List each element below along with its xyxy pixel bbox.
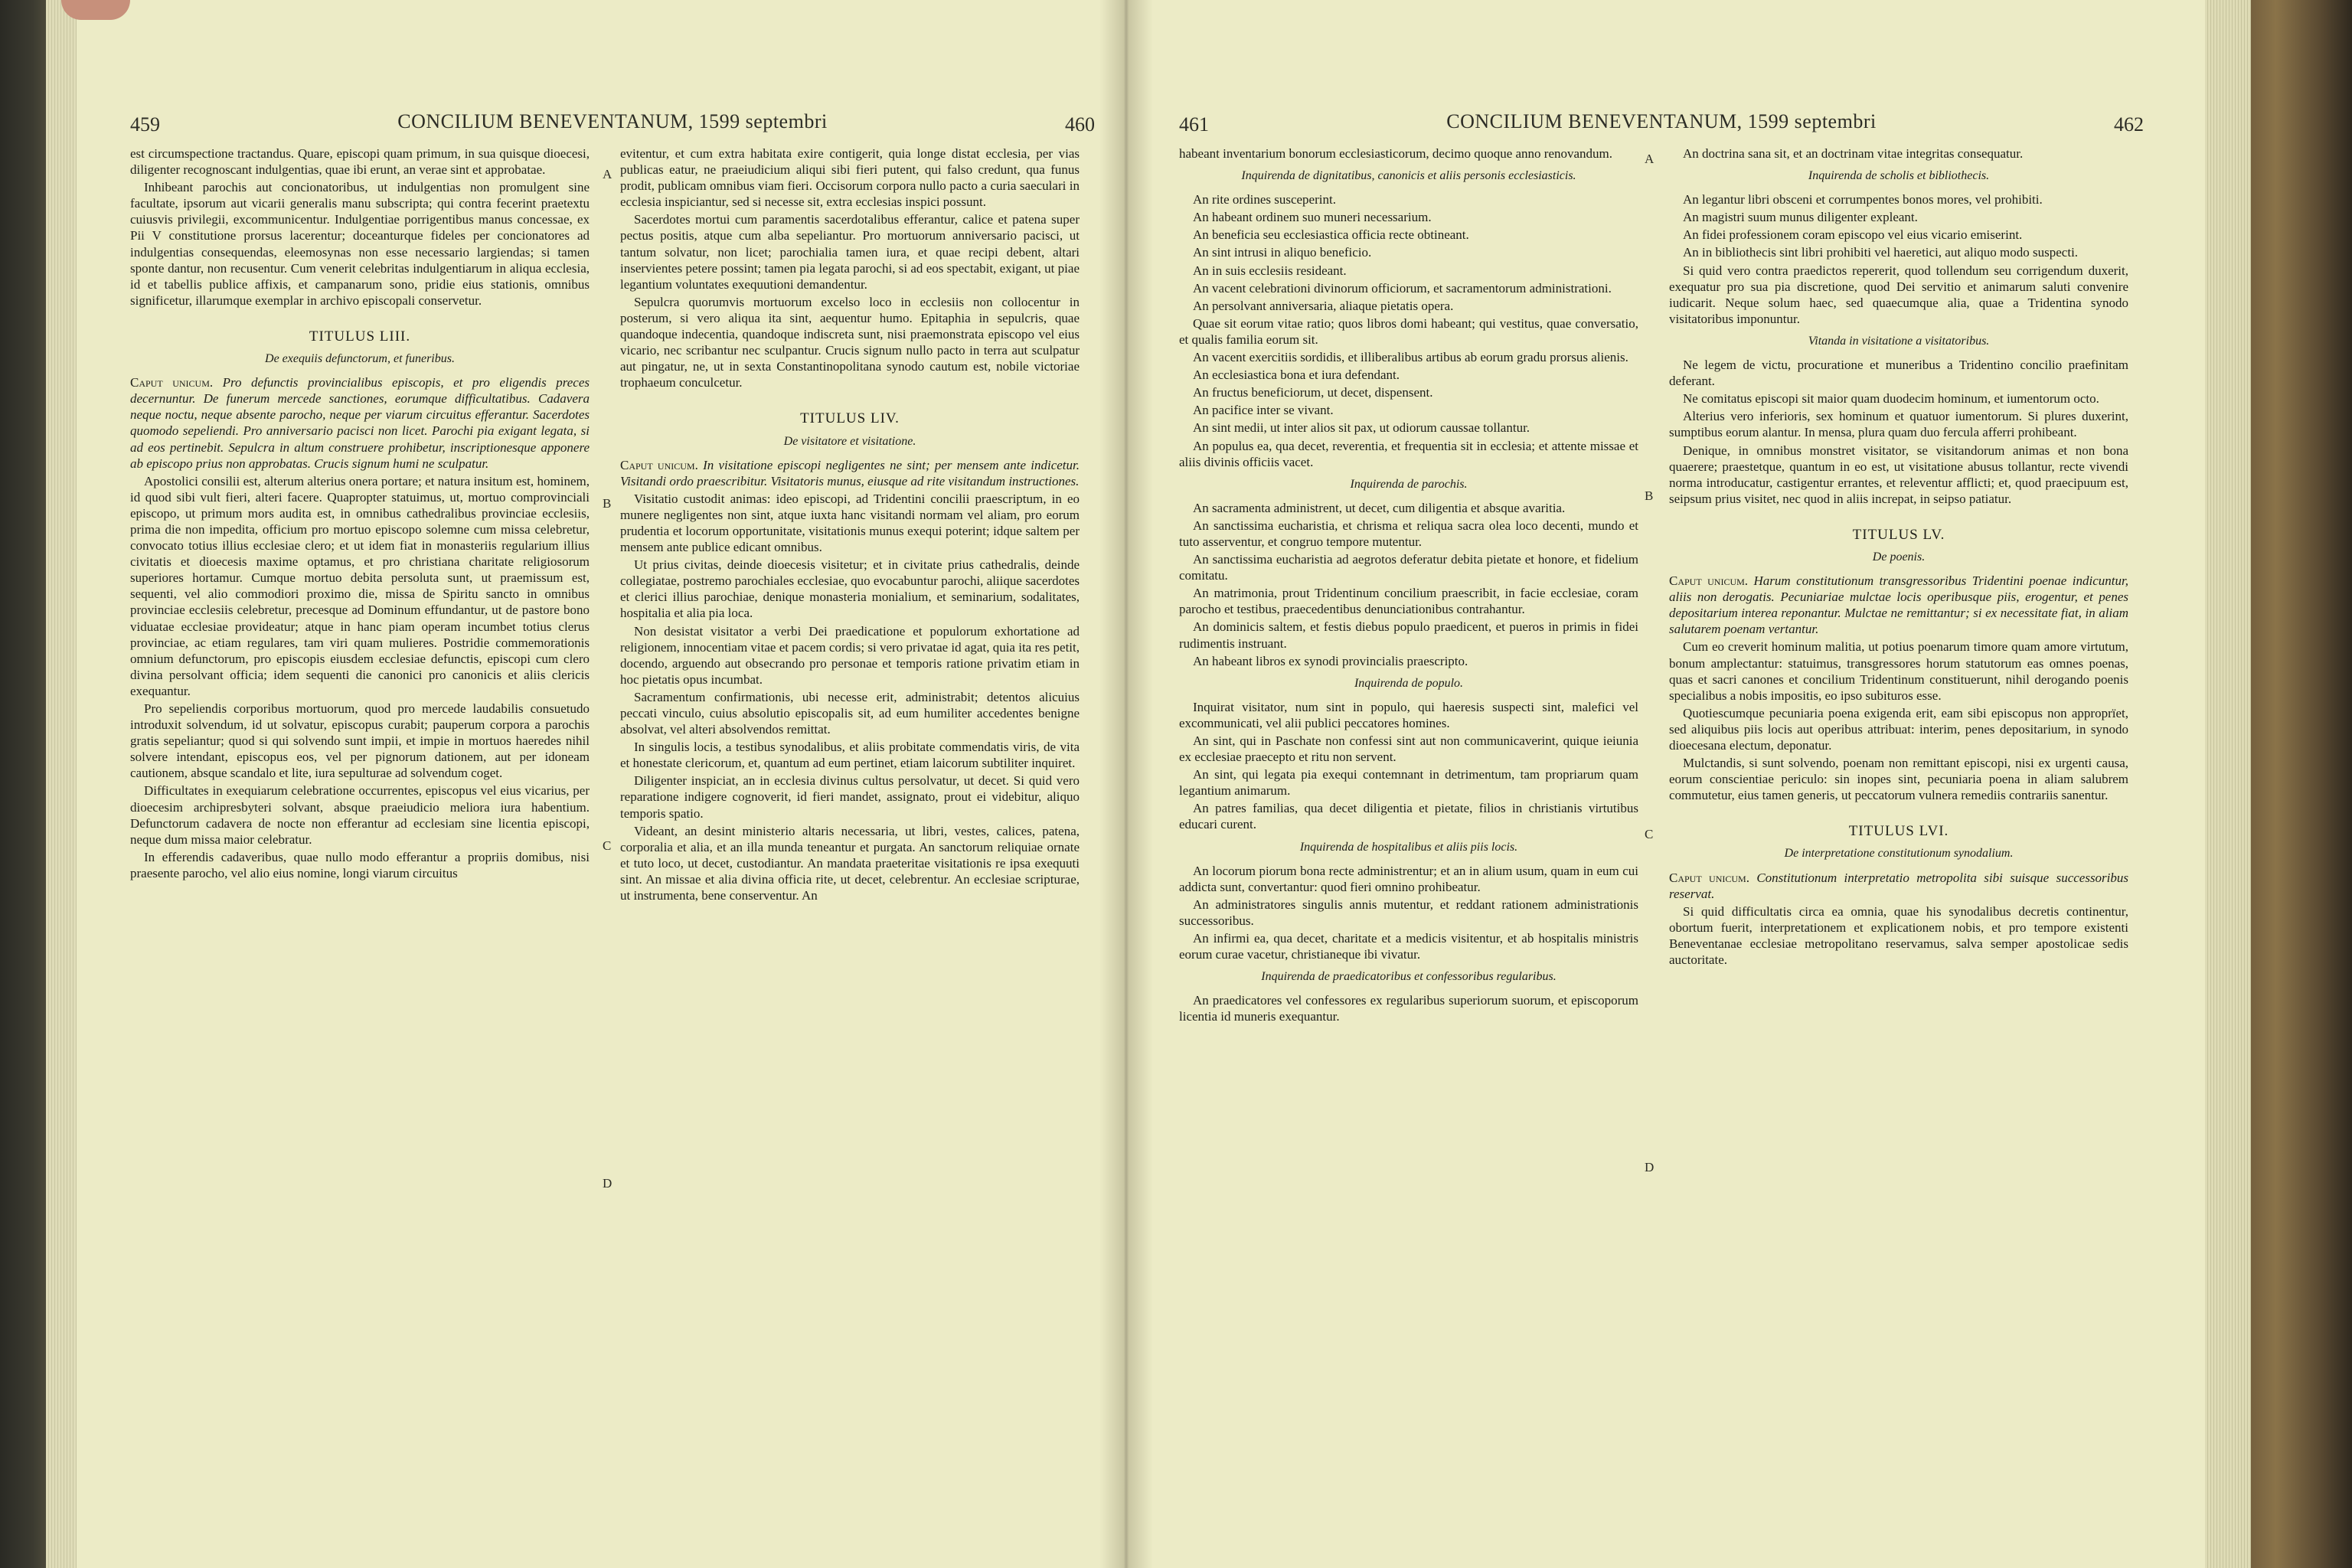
paragraph: An habeant ordinem suo muneri necessarium. (1193, 210, 1432, 225)
paragraph: An sanctissima eucharistia, et chrisma et reliqua sacra olea loco decenti, mundo et tuto asserventur, et congruo tempore mutentur. (1179, 518, 1638, 549)
margin-letter: D (603, 1176, 612, 1191)
paragraph: Cum eo creverit hominum malitia, ut potius poenarum timore quam amore virtutum, bonum amplectantur: statuimus, transgressores horum statutorum eas omnes poenas, quas et sacri canones et concilium Tridentinum constituerunt, nihil derogando poenis specialibus a nobis impositis, eo ipso subituros esse. (1669, 639, 2128, 703)
section-heading: Inquirenda de praedicatoribus et confessoribus regularibus. (1261, 970, 1557, 984)
caput-label: Caput unicum. (1669, 573, 1749, 589)
paragraph: An sanctissima eucharistia ad aegrotos deferatur debita pietate et honore, et fidelium comitatu. (1179, 552, 1638, 583)
section-heading: Inquirenda de parochis. (1350, 477, 1468, 491)
section-heading: Inquirenda de populo. (1354, 676, 1464, 690)
open-book (46, 0, 2251, 1568)
paragraph: Diligenter inspiciat, an in ecclesia divinus cultus persolvatur, ut decet. Si quid vero reparatione indigere cognoverit, id fieri mandet, assignato, prout ei videbitur, aliquo temporis spatio. (620, 773, 1080, 821)
paragraph: Sacerdotes mortui cum paramentis sacerdotalibus efferantur, calice et patena super pectus positis, atque cum alba sepeliantur. Pro mortuorum anniversario pacisci, ut tantum solvatur, non licet; parochialia tamen iura, et quae recipi debent, altari inservientes petere possint; tamen pia legata parochi, si ad eos spectabit, exigant, ut piae legantium voluntates exequutioni demandentur. (620, 212, 1080, 292)
paragraph: An fructus beneficiorum, ut decet, dispensent. (1193, 385, 1433, 400)
caput-label: Caput unicum. (130, 375, 214, 390)
paragraph: Sepulcra quorumvis mortuorum excelso loco in ecclesiis non collocentur in posterum, si vero aliqua ita sint, aequentur humo. Epitaphia in sepulcris, quae quandoque indecentia, quandoque indiscreta sunt, nisi praemonstrata episcopo vel eius vicario, nec scribantur nec sculpantur. Crucis signum nullo pacto in terra aut sculpatur aut pingatur, ne, ut in sexta Constantinopolitana synodo cautum est, nobile victoriae trophaeum conculcetur. (620, 294, 1080, 390)
section-heading: Inquirenda de hospitalibus et aliis piis locis. (1299, 840, 1518, 854)
paragraph: Mulctandis, si sunt solvendo, poenam non remittant episcopi, nisi ex urgenti causa, eorum conscientiae periculo: sin inopes sint, pecuniaria poena in aliam salubrem commutetur, eius tamen generis, ut peccatorum vulnera remediis contrariis sanentur. (1669, 756, 2128, 803)
paragraph: An beneficia seu ecclesiastica officia recte obtineant. (1193, 227, 1469, 243)
paragraph: An sacramenta administrent, ut decet, cum diligentia et absque avaritia. (1193, 500, 1566, 515)
section-heading: Inquirenda de scholis et bibliothecis. (1808, 169, 1990, 183)
paragraph: An ecclesiastica bona et iura defendant. (1193, 368, 1400, 383)
running-title: CONCILIUM BENEVENTANUM, 1599 septembri (1446, 110, 1877, 132)
paragraph: An sint medii, ut inter alios sit pax, ut odiorum caussae tollantur. (1193, 420, 1530, 436)
book-gutter (1099, 0, 1153, 1568)
paragraph: An sint, qui in Paschate non confessi sint aut non communicaverint, quique ieiunia ex ecclesiae praecepto et ritu non servent. (1179, 733, 1638, 765)
titulus-subtitle: De interpretatione constitutionum synodalium. (1784, 847, 2014, 861)
margin-letter: D (1645, 1160, 1655, 1174)
paragraph: Difficultates in exequiarum celebratione occurrentes, episcopus vel eius vicarius, per dioecesim archipresbyteri solvant, absque praeiudicio meliora iura habentium. Defunctorum cadavera de nocte non efferantur ad ecclesiam sine licentia episcopi, neque dum missa maior celebratur. (130, 783, 590, 847)
paragraph: Ne legem de victu, procuratione et muneribus a Tridentino concilio praefinitam deferant. (1669, 358, 2128, 389)
paragraph: An sint, qui legata pia exequi contemnant in detrimentum, tam propriarum quam legantium animarum. (1179, 767, 1638, 799)
paragraph: Pro sepeliendis corporibus mortuorum, quod pro mercede laudabilis consuetudo introduxit solvendum, id ut solvatur, episcopus curabit; pauperum corpora a parochis gratis sepeliantur; quod si qui solvendo sunt impii, et impie in mortuos haeredes nihil solvere intendant, episcopus eos, vel per pignorum dationem, aut per idoneam cautionem, absque scandalo et lite, iura sepulturae ad solvendum coget. (130, 701, 590, 781)
margin-letter: B (603, 496, 612, 511)
paragraph: An rite ordines susceperint. (1193, 192, 1336, 207)
paragraph: Visitatio custodit animas: ideo episcopi, ad Tridentini concilii praescriptum, in eo munere negligentes non sint, atque iuxta hanc visitandi normam vel aliam, pro eorum prudentia et locorum opportunitate, visitationis munus exequi poterint; idque saltem per mensem ante publice edicant omnibus. (620, 491, 1080, 555)
page-number: 459 (130, 113, 160, 136)
paragraph: An sint intrusi in aliquo beneficio. (1193, 245, 1372, 260)
paragraph: evitentur, et cum extra habitata exire contigerit, quia longe distat ecclesia, per vias publicas eatur, ne praeiudicium aliqui sibi fieri putent, qui falso credunt, qua funus prodit, publicam omnibus viam fieri. Occisorum corpora nullo pacto a curia saeculari in ecclesia inspiciantur, sed si necesse sit, extra ecclesias inspici possunt. (620, 146, 1080, 210)
paragraph: Apostolici consilii est, alterum alterius onera portare; et natura insitum est, hominem, id quod sibi vult fieri, alteri facere. Quapropter statuimus, ut, mortuo comprovinciali episcopo, ut primum mors audita est, in omnibus cathedralibus provinciae ecclesiis, prima die non impedita, officium pro mortuo episcopo solemne cum missa celebretur, convocato totius illius ecclesiae clero; et ut idem fiat in monasteriis regularium illius civitatis et dioecesis maxime optamus, et pro christiana charitate religiosorum superiores hortamur. Cumque mortuo debita persoluta sunt, ut praemissum est, sequenti, vel alio commodiori proximo die, missa de Spiritu sancto in omnibus provinciae ecclesiis celebretur, precesque ad Dominum effundantur, ut de pastore bono viduatae ecclesiae provideatur; atque in hanc piam operam incumbet totius clerus provinciae, ac etiam regulares, tam viri quam mulieres. Postridie commemorationis omnium defunctorum, pro episcopis eiusdem ecclesiae defunctis, episcopi cum clero divina persolvant officia; idem sequenti die canonici pro canonicis et aliis clericis exequantur. (130, 473, 590, 698)
titulus-subtitle: De poenis. (1872, 550, 1926, 564)
paragraph: Quotiescumque pecuniaria poena exigenda erit, eam sibi episcopus non approprïet, sed aliquibus piis locis aut operibus attribuat: interim, penes depositarium, in synodo dioecesana electum, deponatur. (1669, 705, 2128, 753)
right-page-column-1 (1179, 145, 1638, 1027)
paragraph: An dominicis saltem, et festis diebus populo praedicent, et pueros in primis in fidei rudimentis instruant. (1179, 619, 1638, 651)
margin-letter: A (603, 167, 612, 181)
paragraph: Quae sit eorum vitae ratio; quos libros domi habeant; qui vestitus, quae conversatio, et qualis familia eorum sit. (1179, 315, 1638, 347)
caput-text: Harum constitutionum transgressoribus Tridentini poenae indicuntur, aliis non derogatis. Pecuniariae mulctae locis operibusque piis, erogentur, et penes depositarium interea reponantur. Mulctae ne remittantur; si ex necessitate fiat, in aliam salutarem poenam vertantur. (1669, 573, 2128, 637)
paragraph: An persolvant anniversaria, aliaque pietatis opera. (1193, 298, 1454, 313)
caput-label: Caput unicum. (1669, 870, 1749, 885)
paragraph: An infirmi ea, qua decet, charitate et a medicis visitentur, et ab hospitalis ministris eorum curae vacetur, christianeque ibi vivatur. (1179, 931, 1638, 962)
thumb (61, 0, 130, 20)
paragraph: An in bibliothecis sint libri prohibiti vel haeretici, aut aliquo modo suspecti. (1683, 245, 2079, 260)
titulus-heading: TITULUS LV. (1852, 526, 1945, 543)
paragraph: An doctrina sana sit, et an doctrinam vitae integritas consequatur. (1683, 146, 2024, 161)
page-edges-right (2205, 0, 2251, 1568)
paragraph: Sacramentum confirmationis, ubi necesse erit, administrabit; detentos alicuius peccati vinculo, cuius absolutio episcopalis sit, ad eum humiliter accedentes benigne absolvat, vel alteri absolvendos remittat. (620, 689, 1080, 737)
running-header-right (1179, 106, 2144, 141)
caput-summary (620, 457, 1080, 489)
running-title: CONCILIUM BENEVENTANUM, 1599 septembri (397, 110, 828, 132)
paragraph: In efferendis cadaveribus, quae nullo modo efferantur a propriis domibus, nisi praesente parocho, vel alio eius nomine, longi viarum circuitus (130, 849, 590, 880)
caput-text: In visitatione episcopi negligentes ne sint; per mensem ante indicetur. Visitandi ordo praescribitur. Visitatoris munus, eiusque ad rite visitandum instructiones. (620, 457, 1080, 488)
titulus-subtitle: De exequiis defunctorum, et funeribus. (265, 352, 455, 366)
paragraph: An administratores singulis annis mutentur, et reddant rationem administrationis successoribus. (1179, 897, 1638, 928)
paragraph: est circumspectione tractandus. Quare, episcopi quam primum, in sua quisque dioecesi, diligenter recognoscant indulgentias, quae ibi erunt, an verae sint et approbatae. (130, 146, 590, 178)
paragraph: An legantur libri obsceni et corrumpentes bonos mores, vel prohibiti. (1683, 192, 2043, 207)
paragraph: Si quid difficultatis circa ea omnia, quae his synodalibus decretis continentur, obortum fuerit, interpretationem et explicationem nobis, et pro tempore existenti Beneventanae ecclesiae metropolitano reservamus, salva semper apostolicae sedis auctoritate. (1669, 903, 2128, 968)
paragraph: In singulis locis, a testibus synodalibus, et aliis probitate commendatis viris, de vita et honestate clericorum, et, quantum ad eum pertinet, etiam laicorum subtiliter inquiret. (620, 740, 1080, 771)
paragraph: An patres familias, qua decet diligentia et pietate, filios in christianis virtutibus educari curent. (1179, 801, 1638, 832)
left-page-column-2 (620, 145, 1080, 905)
margin-letter: C (1645, 827, 1654, 841)
paragraph: An in suis ecclesiis resideant. (1193, 263, 1347, 278)
left-page-column-1 (130, 145, 590, 883)
paragraph: Ne comitatus episcopi sit maior quam duodecim hominum, et iumentorum octo. (1683, 391, 2099, 407)
paragraph: An vacent exercitiis sordidis, et illiberalibus artibus ab eorum gradu prorsus alienis. (1193, 350, 1628, 365)
paragraph: Alterius vero inferioris, sex hominum et quatuor iumentorum. Si plures duxerint, sumptibus eorum alantur. In mensa, plura quam duo fercula afferri prohibeant. (1669, 409, 2128, 440)
paragraph: Inhibeant parochis aut concionatoribus, ut indulgentias non promulgent sine facultate, ipsorum aut vicarii generalis manu subscripta; qui contra fecerint praetextu cuiusvis privilegii, excommunicentur. Indulgentiae porrigentibus manus concessae, ex Pii V constitutione prorsus lacerentur; doceanturque fideles per concionatores ad indulgentias consequendas, eleemosynas non esse necessario largiendas; si tamen sponte dantur, non recusentur. Cum venerit celebritas indulgentiarum in aliqua ecclesia, id et tabellis publice affixis, et campanarum sono, pridie eius stationis, omnibus significetur, illarumque exemplar in archivo episcopali conservetur. (130, 180, 590, 308)
paragraph: Denique, in omnibus monstret visitator, se visitandorum animas et non bona quaerere; praestetque, quantum in eo est, ut visitatione abusus tollantur, recte vivendi norma introducatur, castigentur errantes, et releventur afflicti; et, quod praecipuum est, seipsum prius visitet, nec quod in aliis increpat, in seipso patiatur. (1669, 443, 2128, 506)
paragraph: An vacent celebrationi divinorum officiorum, et sacramentorum administrationi. (1193, 280, 1612, 296)
right-page (1179, 0, 2144, 1568)
paragraph: An locorum piorum bona recte administrentur; et an in alium usum, quam in eum cui addicta sunt, convertantur: quod fieri omnino prohibeatur. (1179, 863, 1638, 894)
book-cover-edge (2243, 0, 2352, 1568)
caput-summary (1669, 870, 2128, 902)
paragraph: An pacifice inter se vivant. (1193, 403, 1334, 418)
page-number: 461 (1179, 113, 1209, 136)
paragraph: An fidei professionem coram episcopo vel eius vicario emiserint. (1683, 227, 2023, 243)
titulus-subtitle: De visitatore et visitatione. (783, 434, 916, 448)
caput-text: Constitutionum interpretatio metropolita sibi suisque successoribus reservat. (1669, 870, 2129, 901)
paragraph: An praedicatores vel confessores ex regularibus superiorum suorum, et episcoporum licentia id muneris exequantur. (1179, 993, 1638, 1024)
page-number: 460 (1065, 113, 1095, 136)
page-number: 462 (2114, 113, 2144, 136)
caput-summary (130, 374, 590, 472)
section-heading: Vitanda in visitatione a visitatoribus. (1808, 334, 1990, 348)
titulus-heading: TITULUS LVI. (1848, 823, 1949, 840)
margin-letter: A (1645, 152, 1655, 166)
section-heading: Inquirenda de dignitatibus, canonicis et aliis personis ecclesiasticis. (1241, 169, 1576, 183)
running-header-left (130, 106, 1095, 141)
paragraph: Videant, an desint ministerio altaris necessaria, ut libri, vestes, calices, patena, corporalia et alia, et an illa munda teneantur et purgata. An sanctorum reliquiae ornate et tuto loco, ut decet, custodiantur. An mandata praeteritae visitationis re ipsa exequuti sint. An missae et alia divina officia rite, ut decet, celebrentur. An ecclesiae scripturae, ut instrumenta, bene conserventur. An (620, 823, 1080, 903)
paragraph: An populus ea, qua decet, reverentia, et frequentia sit in ecclesia; et attente missae et aliis divinis officiis vacet. (1179, 438, 1638, 469)
paragraph: Non desistat visitator a verbi Dei praedicatione et populorum exhortatione ad religionem, innocentiam vitae et pacem cordis; si vero privatae id agat, quia ita res petit, docendo, arguendo aut obsecrando pro personae et temporis ratione privatim etiam in hoc pietatis opus incumbat. (620, 623, 1080, 687)
margin-letter: B (1645, 488, 1654, 503)
page-edges-left (46, 0, 77, 1568)
paragraph: An habeant libros ex synodi provincialis praescripto. (1193, 653, 1468, 668)
right-page-column-2 (1669, 145, 2128, 969)
paragraph: habeant inventarium bonorum ecclesiasticorum, decimo quoque anno renovandum. (1179, 146, 1613, 161)
left-page (130, 0, 1095, 1568)
paragraph: Ut prius civitas, deinde dioecesis visitetur; et in civitate prius cathedralis, deinde collegiatae, postremo parochiales ecclesiae, quo evocabuntur parochi, aliique sacerdotes et clerici illius parochiae, denique monasteria monialium, et seminarium, sodalitates, hospitalia et alia pia loca. (620, 557, 1080, 621)
titulus-heading: TITULUS LIII. (309, 328, 411, 345)
margin-letter: C (603, 838, 612, 853)
paragraph: Inquirat visitator, num sint in populo, qui haeresis suspecti sint, malefici vel excommunicati, vel alii publici peccatores homines. (1179, 699, 1638, 730)
paragraph: Si quid vero contra praedictos repererit, quod tollendum seu corrigendum duxerit, exequatur pro sua pia discretione, quod Dei servitio et animarum saluti convenire iudicarit. Neque solum haec, sed quaecumque alia, quae a Tridentina synodo visitatoribus imponuntur. (1669, 263, 2128, 326)
paragraph: An magistri suum munus diligenter expleant. (1683, 210, 1918, 225)
titulus-heading: TITULUS LIV. (800, 410, 900, 427)
paragraph: An matrimonia, prout Tridentinum concilium praescribit, in facie ecclesiae, coram parocho et testibus, praecedentibus denunciationibus contrahantur. (1179, 586, 1638, 617)
caput-text: Pro defunctis provincialibus episcopis, et pro eligendis preces decernuntur. De funerum mercede sanctiones, eorumque difficultatibus. Cadavera neque noctu, neque absente parocho, neque per viarum circuitus efferantur. Sacerdotes quomodo sepeliendi. Pro anniversario pacisci non licet. Parochi pia exigant legata, si ad eos pertinebit. Sepulcra in altum construere prohibetur, inscriptionesque apponere ab episcopo prius non approbatas. Crucis signum humi ne sculpatur. (130, 375, 590, 471)
caput-label: Caput unicum. (620, 457, 698, 472)
caput-summary (1669, 573, 2128, 637)
